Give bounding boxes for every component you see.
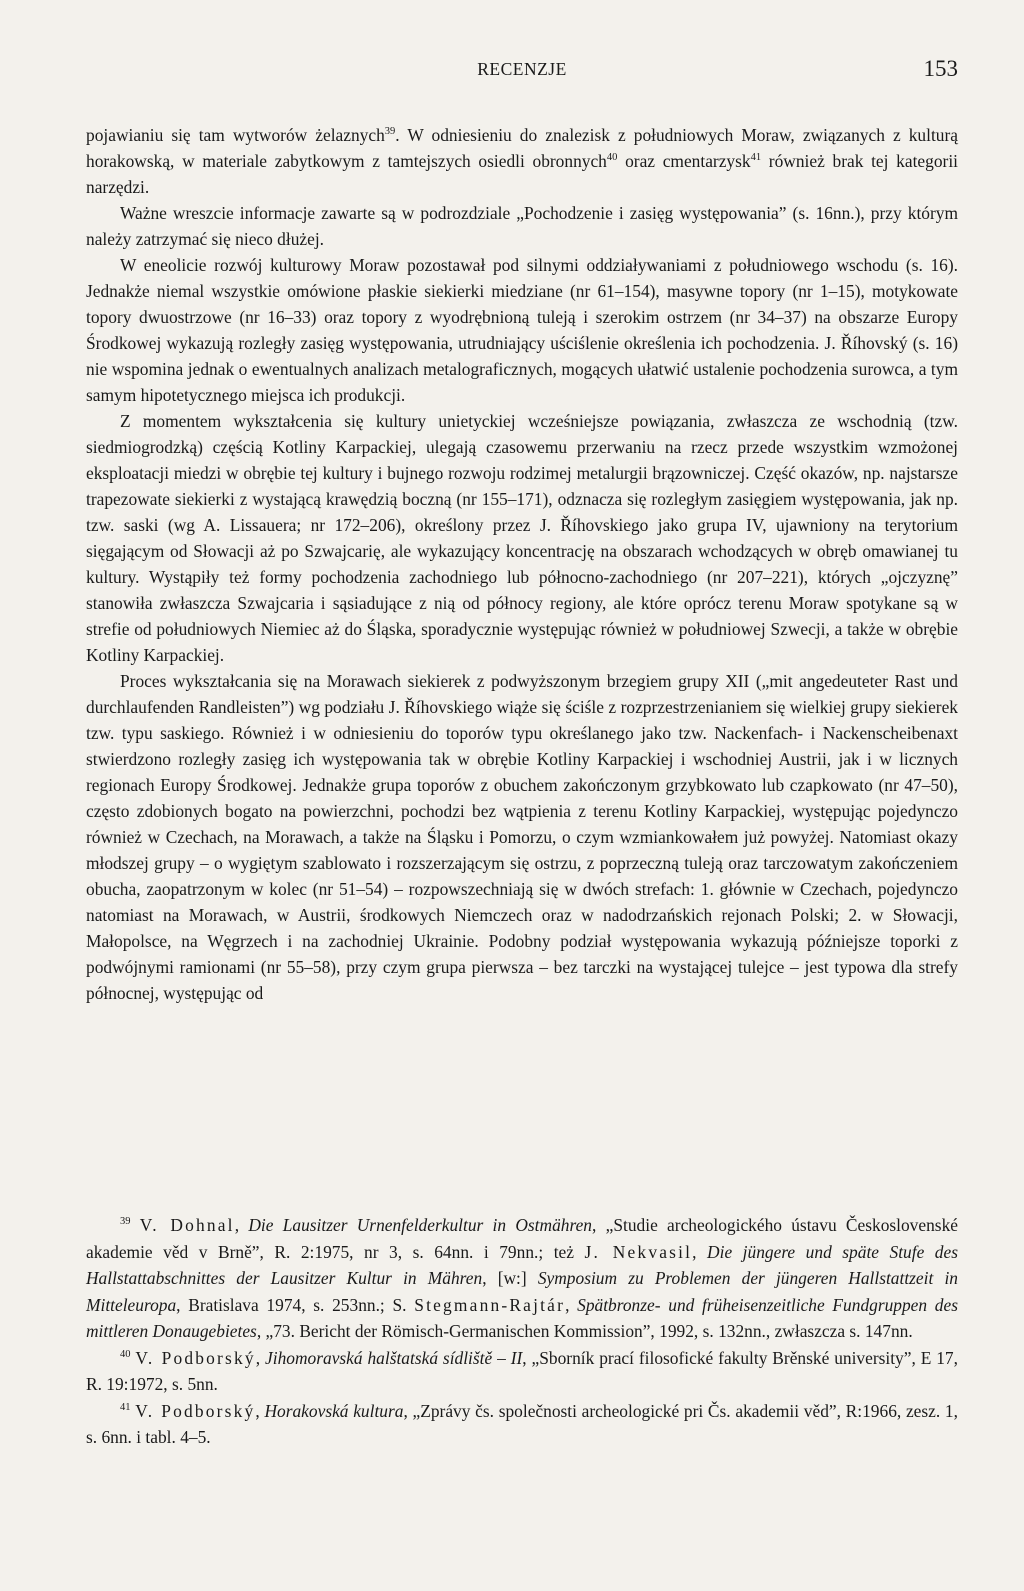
footnote-ref-39: 39: [384, 126, 396, 137]
footnote-ref-41: 41: [750, 152, 762, 163]
paragraph-5: Proces wykształcania się na Morawach siekierek z podwyższonym brzegiem grupy XII („mit angedeuteter Rast und durchlaufenden Randleisten”) wg podziału J. Říhovskiego wiąże się ściśle z rozprzestrzenianiem się wielkiej grupy siekierek tzw. typu saskiego. Również i w odniesieniu do toporów typu określanego jako tzw. Nackenfach- i Nackenscheibenaxt stwierdzono rozległy zasięg ich występowania tak w obrębie Kotliny Karpackiej i wschodniej Austrii, jak i w licznych regionach Europy Środkowej. Jednakże grupa toporów z obuchem zakończonym grzybkowato lub czapkowato (nr 47–50), często zdobionych bogato na powierzchni, pochodzi bez wątpienia z terenu Kotliny Karpackiej, występując pojedynczo również w Czechach, na Morawach, a także na Śląsku i Pomorzu, o czym wzmiankowałem już powyżej. Natomiast okazy młodszej grupy – o wygiętym szablowato i rozszerzającym się ostrzu, z poprzeczną tuleją oraz tarczowatym zakończeniem obucha, zaopatrzonym w kolec (nr 51–54) – rozpowszechniają się w dwóch strefach: 1. głównie w Czechach, pojedynczo natomiast na Morawach, w Austrii, środkowych Niemczech oraz w nadodrzańskich rejonach Polski; 2. w Słowacji, Małopolsce, na Węgrzech i na zachodniej Ukrainie. Podobny podział występowania wykazują późniejsze toporki z podwójnymi ramionami (nr 55–58), przy czym grupa pierwsza – bez tarczki na wystającej tulejce – jest typowa dla strefy północnej, występując od: [86, 671, 958, 1003]
footnote-40: [86, 1345, 958, 1398]
running-title: RECENZJE: [477, 59, 567, 79]
footnote-author: V. Podborský: [135, 1347, 256, 1368]
paragraph-4: Z momentem wykształcenia się kultury unietyckiej wcześniejsze powiązania, zwłaszcza ze wschodnią (tzw. siedmiogrodzką) częścią Kotliny Karpackiej, ulegają czasowemu przerwaniu na rzecz przede wszystkim wzmożonej eksploatacji miedzi w obrębie tej kultury i bujnego rozwoju rodzimej metalurgii brązowniczej. Część okazów, np. najstarsze trapezowate siekierki z wystającą krawędzią boczną (nr 155–171), odznacza się rozległym zasięgiem występowania, jak np. tzw. saski (wg A. Lissauera; nr 172–206), określony przez J. Říhovskiego jako grupa IV, ujawniony na terytorium sięgającym od Słowacji aż po Szwajcarię, ale wykazujący koncentrację na obszarach wchodzących w obręb omawianej tu kultury. Wystąpiły też formy pochodzenia zachodniego lub północno-zachodniego (nr 207–221), których „ojczyznę” stanowiła zwłaszcza Szwajcaria i sąsiadujące z nią od północy regiony, ale które oprócz terenu Moraw spotykane są w strefie od południowych Niemiec aż do Śląska, sporadycznie występując również w południowej Szwecji, a także w obrębie Kotliny Karpackiej.: [86, 411, 958, 665]
footnote-text: , „73. Bericht der Römisch-Germanischen Kommission”, 1992, s. 132nn., zwłaszcza s. 147nn.: [256, 1321, 913, 1341]
footnote-title: Horakovská kultura: [264, 1400, 404, 1421]
page-number: 153: [923, 56, 958, 81]
footnote-author: V. Dohnal: [139, 1215, 235, 1235]
footnote-title: Symposium zu Problemen der jüngeren Hallstattzeit in Mitteleuropa: [86, 1268, 958, 1315]
footnote-text: , „Zprávy čs. společnosti archeologické pri Čs. akademii věd”, R:1966, zesz. 1, s. 6nn. i tabl. 4–5.: [86, 1400, 958, 1447]
footnote-separator: ,: [692, 1241, 708, 1262]
text-run: oraz cmentarzysk: [617, 151, 751, 171]
footnote-41: [86, 1398, 958, 1451]
footnote-title: Jihomoravská halštatská sídliště – II: [265, 1347, 523, 1368]
text-run: również brak tej kategorii narzędzi.: [86, 151, 958, 197]
footnote-separator: ,: [565, 1294, 578, 1315]
footnote-text: , „Studie archeologického ústavu Československé akademie věd v Brně”, R. 2:1975, nr 3, s. 64nn. i 79nn.; też: [86, 1215, 958, 1262]
footnote-39: [86, 1212, 958, 1345]
footnote-author: J. Nekvasil: [584, 1241, 693, 1262]
footnote-ref-40: 40: [606, 152, 618, 163]
footnote-text: , „Sborník prací filosofické fakulty Brěnské university”, E 17, R. 19:1972, s. 5nn.: [86, 1347, 958, 1394]
footnote-number: 41: [120, 1401, 131, 1413]
footnote-title: Die Lausitzer Urnenfelderkultur in Ostmähren: [248, 1215, 592, 1235]
footnote-title: Spätbronze- und frühеisenzeitliche Fundgruppen des mittleren Donaugebietes: [86, 1294, 958, 1341]
footnote-number: 39: [120, 1216, 131, 1227]
body-text: [86, 122, 958, 1006]
footnote-separator: ,: [234, 1215, 249, 1235]
text-run: pojawianiu się tam wytworów żelaznych: [86, 125, 385, 145]
paragraph-3: W eneolicie rozwój kulturowy Moraw pozostawał pod silnymi oddziaływaniami z południowego wschodu (s. 16). Jednakże niemal wszystkie omówione płaskie siekierki miedziane (nr 61–154), masywne topory (nr 1–15), motykowate topory dwuostrzowe (nr 16–33) oraz topory z wyodrębnioną tuleją i szerokim ostrzem (nr 34–37) na obszarze Europy Środkowej wykazują rozległy zasięg występowania, utrudniający uściślenie określenia ich pochodzenia. J. Říhovský (s. 16) nie wspomina jednak o ewentualnych analizach metalograficznych, mogących ułatwić ustalenie pochodzenia surowca, a tym samym hipotetycznego miejsca ich produkcji.: [86, 255, 958, 405]
footnote-separator: ,: [255, 1400, 265, 1421]
footnote-title: Die jüngere und späte Stufe des Hallstattabschnittes der Lausitzer Kultur in Mähren: [86, 1241, 958, 1288]
footnote-text: , Bratislava 1974, s. 253nn.; S.: [176, 1294, 415, 1315]
footnotes: [86, 1212, 958, 1451]
footnote-author: V. Podborský: [135, 1400, 256, 1421]
footnote-separator: ,: [255, 1347, 266, 1368]
footnote-number: 40: [120, 1348, 131, 1360]
paragraph-2: Ważne wreszcie informacje zawarte są w podrozdziale „Pochodzenie i zasięg występowania” (s. 16nn.), przy którym należy zatrzymać się nieco dłużej.: [86, 203, 958, 249]
footnote-author: Stegmann-Rajtár: [414, 1294, 566, 1315]
running-head: [86, 56, 958, 86]
text-run: . W odniesieniu do znalezisk z południowych Moraw, związanych z kulturą horakowską, w materiale zabytkowym z tamtejszych osiedli obronnych: [86, 125, 958, 171]
footnote-text: , [w:]: [482, 1268, 538, 1288]
paragraph-1: [86, 122, 958, 200]
